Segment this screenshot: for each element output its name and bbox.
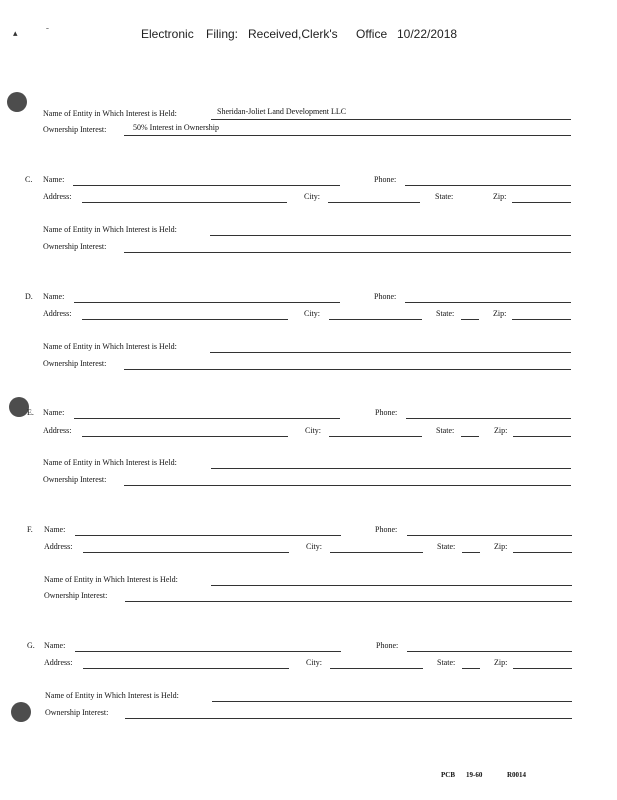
address-line xyxy=(82,436,288,437)
scan-mark: ▴ xyxy=(13,28,18,38)
name-line xyxy=(75,651,341,652)
section-letter: E. xyxy=(27,408,34,417)
ownership-line xyxy=(125,601,572,602)
address-label: Address: xyxy=(43,426,72,435)
name-line xyxy=(75,535,341,536)
city-line xyxy=(329,436,422,437)
entity-value: Sheridan-Joliet Land Development LLC xyxy=(217,107,347,116)
ownership-label: Ownership Interest: xyxy=(43,359,107,368)
header-office: Office xyxy=(356,27,388,41)
address-line xyxy=(83,552,289,553)
zip-line xyxy=(513,552,572,553)
state-label: State: xyxy=(437,658,456,667)
entity-label: Name of Entity in Which Interest is Held: xyxy=(45,691,179,700)
city-line xyxy=(330,552,423,553)
section-letter: F. xyxy=(27,525,33,534)
ownership-line xyxy=(125,718,572,719)
address-line xyxy=(83,668,289,669)
state-line xyxy=(462,552,480,553)
city-line xyxy=(330,668,423,669)
state-line xyxy=(461,436,479,437)
city-label: City: xyxy=(306,658,323,667)
header-electronic: Electronic xyxy=(141,27,194,41)
state-label: State: xyxy=(437,542,456,551)
footer-pcb: PCB xyxy=(441,771,455,779)
city-label: City: xyxy=(304,192,321,201)
name-line xyxy=(74,302,340,303)
zip-label: Zip: xyxy=(494,426,508,435)
phone-line xyxy=(407,535,572,536)
zip-label: Zip: xyxy=(494,658,508,667)
entity-label: Name of Entity in Which Interest is Held: xyxy=(43,342,177,351)
section-letter: D. xyxy=(25,292,33,301)
filing-stamp-header xyxy=(0,27,617,43)
city-label: City: xyxy=(304,309,321,318)
entity-label: Name of Entity in Which Interest is Held: xyxy=(43,109,177,118)
phone-label: Phone: xyxy=(375,408,398,417)
header-date: 10/22/2018 xyxy=(397,27,458,41)
phone-line xyxy=(405,302,571,303)
ownership-label: Ownership Interest: xyxy=(43,475,107,484)
punch-hole xyxy=(11,702,31,722)
city-line xyxy=(329,319,422,320)
address-label: Address: xyxy=(44,542,73,551)
punch-hole xyxy=(9,397,29,417)
state-label: State: xyxy=(436,426,455,435)
address-label: Address: xyxy=(43,192,72,201)
phone-label: Phone: xyxy=(376,641,399,650)
phone-label: Phone: xyxy=(374,292,397,301)
scan-mark: ˉ xyxy=(46,26,49,36)
name-line xyxy=(74,418,340,419)
city-label: City: xyxy=(305,426,322,435)
zip-label: Zip: xyxy=(493,192,507,201)
punch-hole xyxy=(7,92,27,112)
ownership-label: Ownership Interest: xyxy=(45,708,109,717)
ownership-label: Ownership Interest: xyxy=(43,242,107,251)
name-label: Name: xyxy=(43,292,65,301)
ownership-line xyxy=(124,369,571,370)
state-line xyxy=(462,668,480,669)
name-line xyxy=(73,185,340,186)
ownership-line xyxy=(124,485,571,486)
state-line xyxy=(461,319,479,320)
zip-line xyxy=(512,202,571,203)
entity-line xyxy=(211,585,572,586)
entity-line xyxy=(211,119,571,120)
header-received: Received,Clerk's xyxy=(248,27,338,41)
entity-line xyxy=(212,701,572,702)
ownership-line xyxy=(124,135,571,136)
phone-line xyxy=(405,185,571,186)
name-label: Name: xyxy=(44,641,66,650)
phone-label: Phone: xyxy=(374,175,397,184)
ownership-label: Ownership Interest: xyxy=(43,125,107,134)
footer-page-id: R0014 xyxy=(507,771,527,779)
zip-label: Zip: xyxy=(494,542,508,551)
zip-label: Zip: xyxy=(493,309,507,318)
state-label: State: xyxy=(436,309,455,318)
entity-line xyxy=(210,235,571,236)
entity-line xyxy=(210,352,571,353)
address-label: Address: xyxy=(44,658,73,667)
entity-label: Name of Entity in Which Interest is Held: xyxy=(44,575,178,584)
address-label: Address: xyxy=(43,309,72,318)
footer-docket: 19-60 xyxy=(466,771,483,779)
name-label: Name: xyxy=(44,525,66,534)
section-letter: G. xyxy=(27,641,35,650)
phone-line xyxy=(406,418,571,419)
phone-line xyxy=(407,651,572,652)
section-letter: C. xyxy=(25,175,33,184)
name-label: Name: xyxy=(43,408,65,417)
address-line xyxy=(82,319,288,320)
zip-line xyxy=(513,436,571,437)
entity-label: Name of Entity in Which Interest is Held: xyxy=(43,458,177,467)
zip-line xyxy=(513,668,572,669)
address-line xyxy=(82,202,287,203)
state-label: State: xyxy=(435,192,454,201)
header-filing: Filing: xyxy=(206,27,239,41)
entity-line xyxy=(211,468,571,469)
city-line xyxy=(328,202,420,203)
zip-line xyxy=(512,319,571,320)
ownership-line xyxy=(124,252,571,253)
name-label: Name: xyxy=(43,175,65,184)
ownership-label: Ownership Interest: xyxy=(44,591,108,600)
phone-label: Phone: xyxy=(375,525,398,534)
city-label: City: xyxy=(306,542,323,551)
ownership-value: 50% Interest in Ownership xyxy=(133,123,219,132)
entity-label: Name of Entity in Which Interest is Held: xyxy=(43,225,177,234)
